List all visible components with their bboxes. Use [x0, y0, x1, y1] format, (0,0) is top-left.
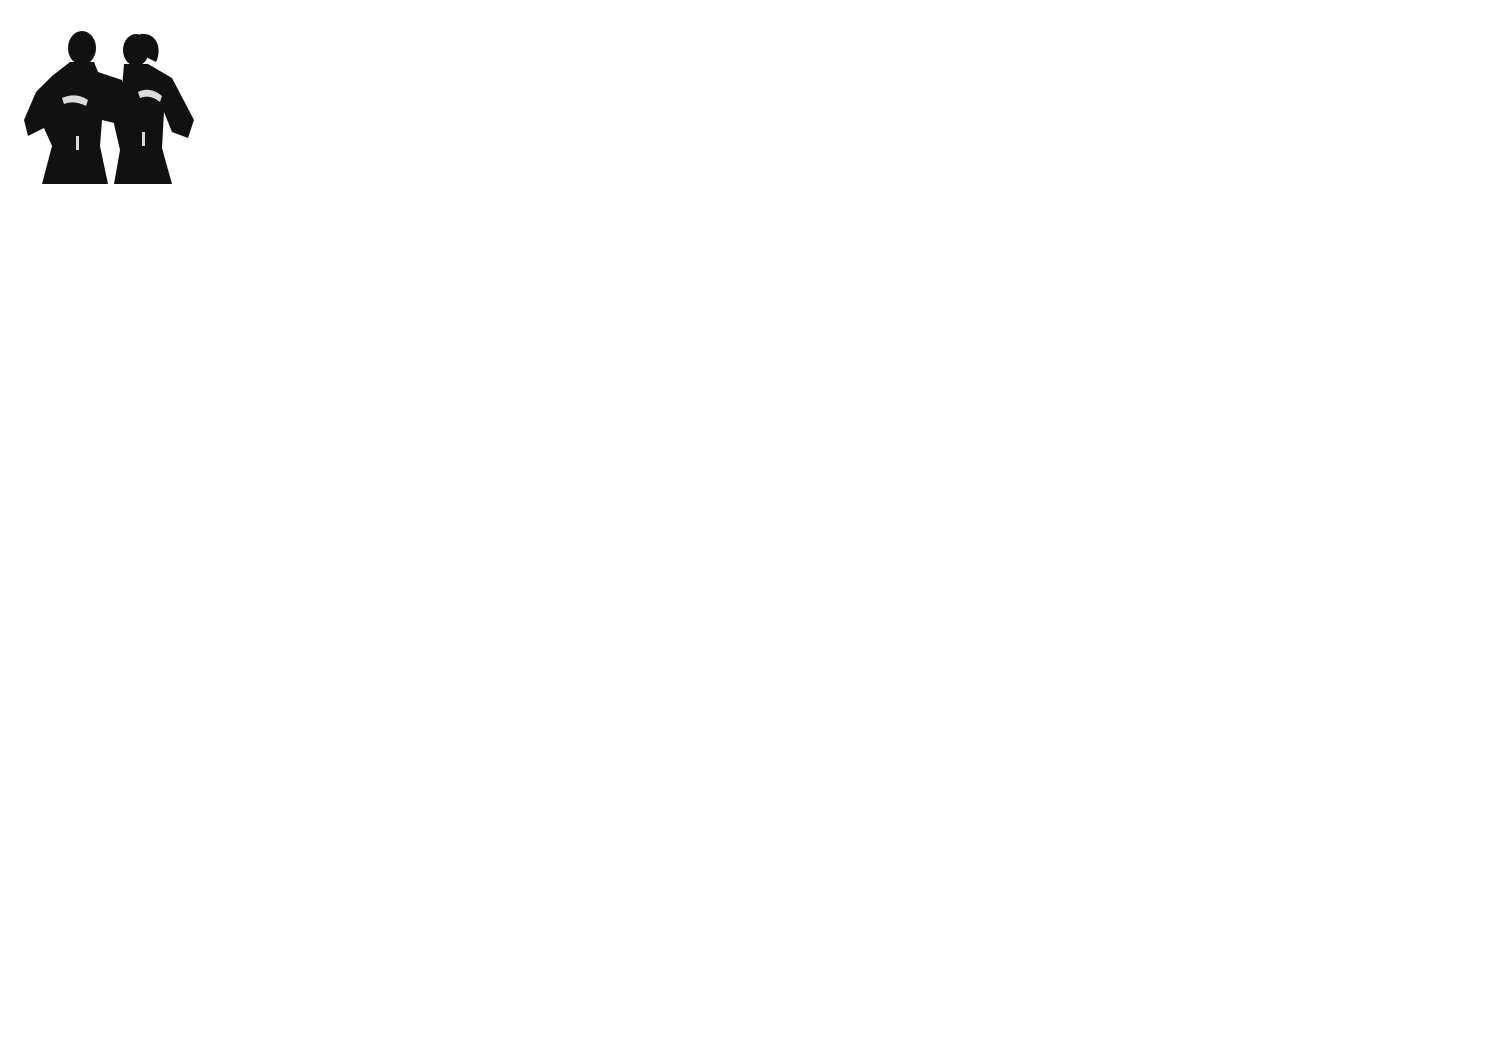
- bodybuilders-logo-icon: [22, 28, 198, 186]
